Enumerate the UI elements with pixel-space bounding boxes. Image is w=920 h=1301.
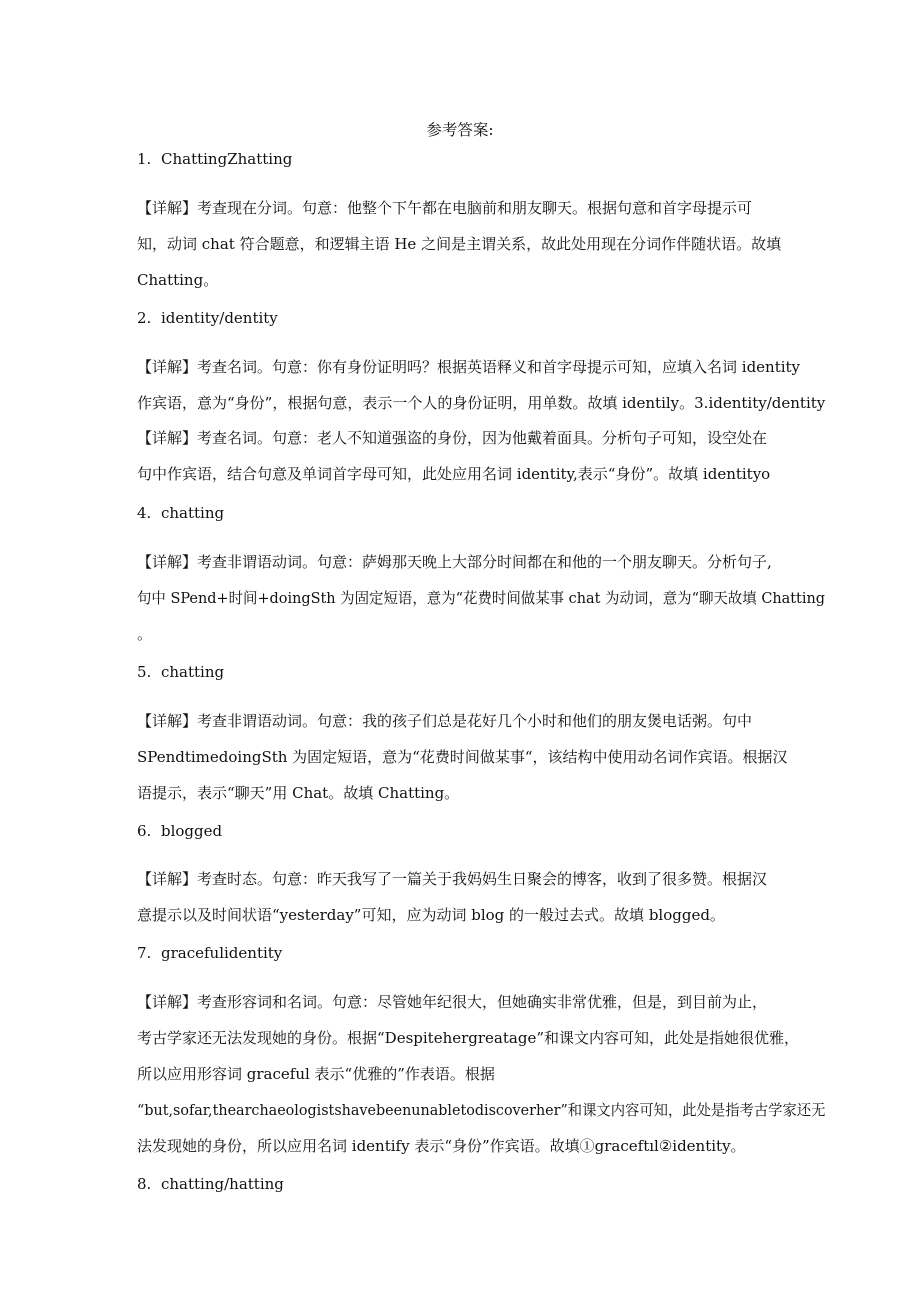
item-answer: ChattingZhatting [161, 150, 293, 168]
item-number: 4. [137, 504, 152, 522]
item-answer: chatting [161, 663, 225, 681]
detail-line: 考古学家还无法发现她的身份。根据“Despitehergreatage”和课文内容可知，此处是指她很优雅， [137, 1029, 799, 1047]
detail-line: 【详解】考查形容词和名词。句意：尽管她年纪很大，但她确实非常优雅，但是，到目前为止， [137, 993, 768, 1011]
detail-line: 【详解】考查时态。句意：昨天我写了一篇关于我妈妈生日聚会的博客，收到了很多赞。根据汉 [137, 870, 768, 888]
detail-line: 法发现她的身份，所以应用名词 identify 表示“身份”作宾语。故填①graceftıl②identity。 [137, 1137, 746, 1155]
answer-item-1 [137, 149, 292, 169]
detail-line: SPendtimedoingSth 为固定短语，意为“花费时间做某事“，该结构中使用动名词作宾语。根据汉 [137, 748, 788, 766]
detail-line: 【详解】考查名词。句意：你有身份证明吗？根据英语释义和首字母提示可知，应填入名词 identity [137, 358, 801, 376]
answer-item-2 [137, 308, 278, 328]
answer-item-8 [137, 1174, 284, 1194]
item-number: 5. [137, 663, 152, 681]
answer-item-4 [137, 503, 224, 523]
item-number: 2. [137, 309, 152, 327]
item-answer: chatting [161, 504, 225, 522]
item-answer: identity/dentity [161, 309, 278, 327]
detail-line: Chatting。 [137, 271, 219, 289]
detail-line: “but,sofar,thearchaeologistshavebeenunabletodiscoverher”和课文内容可知，此处是指考古学家还无 [137, 1101, 826, 1119]
item-number: 1. [137, 150, 152, 168]
item-number: 6. [137, 822, 152, 840]
item-number: 7. [137, 944, 152, 962]
page-title: 参考答案: [426, 121, 494, 139]
item-answer: blogged [161, 822, 223, 840]
detail-line: 作宾语，意为“身份”，根据句意，表示一个人的身份证明，用单数。故填 identily。3.identity/dentity [137, 394, 826, 412]
detail-line: 知，动词 chat 符合题意，和逻辑主语 He 之间是主谓关系，故此处用现在分词作伴随状语。故填 [137, 235, 782, 253]
detail-line: 【详解】考查非谓语动词。句意：萨姆那天晚上大部分时间都在和他的一个朋友聊天。分析句子, [137, 553, 772, 571]
detail-line: 【详解】考查现在分词。句意：他整个下午都在电脑前和朋友聊天。根据句意和首字母提示可 [137, 199, 753, 217]
detail-line: 语提示，表示“聊天”用 Chat。故填 Chatting。 [137, 784, 460, 802]
detail-line: 意提示以及时间状语“yesterday”可知，应为动词 blog 的一般过去式。故填 blogged。 [137, 906, 725, 924]
item-answer: chatting/hatting [161, 1175, 284, 1193]
answer-item-7 [137, 943, 282, 963]
detail-line: 所以应用形容词 graceful 表示“优雅的”作表语。根据 [137, 1065, 495, 1083]
detail-line: 【详解】考查名词。句意：老人不知道强盗的身份，因为他戴着面具。分析句子可知，设空处在 [137, 429, 768, 447]
item-answer: gracefulidentity [161, 944, 283, 962]
answer-item-6 [137, 821, 222, 841]
detail-line: 句中作宾语，结合句意及单词首字母可知，此处应用名词 identity,表示“身份”。故填 identityo [137, 465, 771, 483]
item-number: 8. [137, 1175, 152, 1193]
detail-line: 。 [137, 625, 153, 643]
detail-line: 【详解】考查非谓语动词。句意：我的孩子们总是花好几个小时和他们的朋友煲电话粥。句中 [137, 712, 753, 730]
answer-item-5 [137, 662, 224, 682]
detail-line: 句中 SPend+时间+doingSth 为固定短语，意为“花费时间做某事 chat 为动词，意为“聊天故填 Chatting [137, 589, 826, 607]
